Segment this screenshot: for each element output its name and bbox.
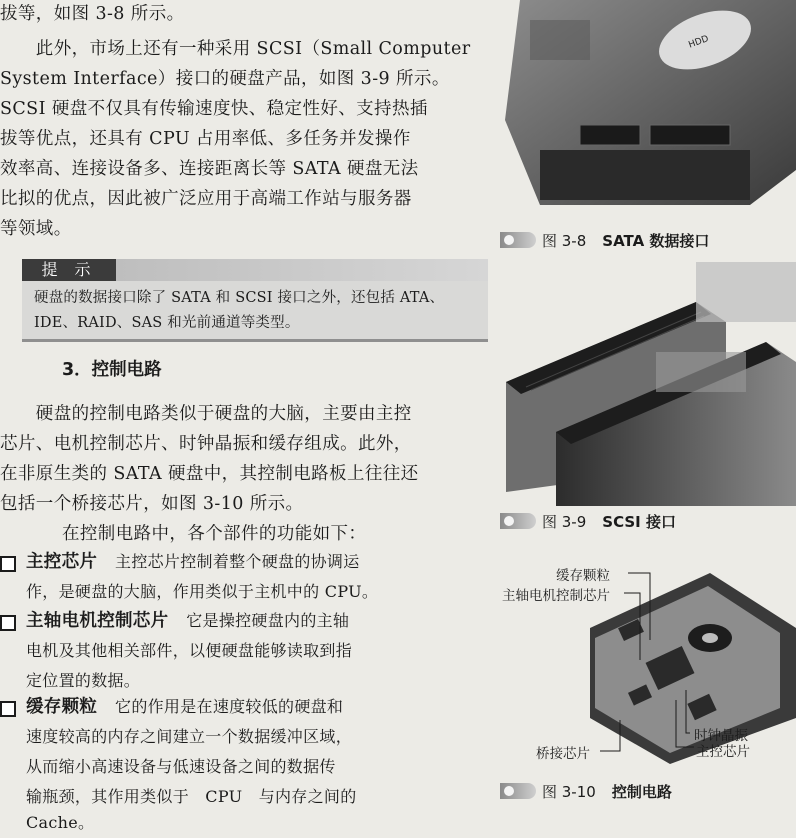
text-line: 效率高、连接设备多、连接距离长等 SATA 硬盘无法 <box>0 159 419 179</box>
item-desc: 定位置的数据。 <box>26 671 141 690</box>
figure-title: 控制电路 <box>611 782 672 801</box>
callout-cache: 缓存颗粒 <box>556 568 610 584</box>
svg-text:HDD: HDD <box>687 34 711 51</box>
text-line: 拔等，如图 3-8 所示。 <box>0 4 185 24</box>
item-desc: 主控芯片控制着整个硬盘的协调运 <box>115 552 360 571</box>
tip-label: 提 示 <box>22 259 116 281</box>
text-line: 硬盘的控制电路类似于硬盘的大脑，主要由主控 <box>0 404 412 424</box>
callout-bridge: 桥接芯片 <box>536 746 590 762</box>
figure-number: 图 3-9 <box>542 512 587 531</box>
callout-clock: 时钟晶振 <box>694 728 748 744</box>
item-desc: 它的作用是在速度较低的硬盘和 <box>115 697 344 716</box>
paragraph-intro: 在控制电路中，各个部件的功能如下： <box>62 524 367 544</box>
figure-title: SCSI 接口 <box>602 512 676 531</box>
text-line: 包括一个桥接芯片，如图 3-10 所示。 <box>0 494 304 514</box>
item-desc: 速度较高的内存之间建立一个数据缓冲区域， <box>26 727 353 746</box>
text-line: 在非原生类的 SATA 硬盘中，其控制电路板上往往还 <box>0 464 419 484</box>
item-desc: 从而缩小高速设备与低速设备之间的数据传 <box>26 757 336 776</box>
item-desc: 输瓶颈，其作用类似于 CPU 与内存之间的 <box>26 787 357 806</box>
figure-number: 图 3-10 <box>542 782 596 801</box>
text-line: 等领域。 <box>0 219 72 239</box>
item-term: 主轴电机控制芯片 <box>26 611 169 631</box>
text-line: System Interface）接口的硬盘产品，如图 3-9 所示。 <box>0 69 450 89</box>
item-desc: 它是操控硬盘内的主轴 <box>186 611 350 630</box>
text-line: 拔等优点，还具有 CPU 占用率低、多任务并发操作 <box>0 129 411 149</box>
tip-line: IDE、RAID、SAS 和光前通道等类型。 <box>34 315 300 331</box>
figure-title: SATA 数据接口 <box>602 231 710 250</box>
callout-main-chip: 主控芯片 <box>696 744 750 760</box>
text-line: 比拟的优点，因此被广泛应用于高端工作站与服务器 <box>0 189 412 209</box>
item-term: 缓存颗粒 <box>26 697 98 717</box>
tip-line: 硬盘的数据接口除了 SATA 和 SCSI 接口之外，还包括 ATA、 <box>34 290 445 306</box>
item-desc: 电机及其他相关部件，以便硬盘能够读取到指 <box>26 641 353 660</box>
item-desc: 作，是硬盘的大脑，作用类似于主机中的 CPU。 <box>26 582 379 601</box>
text-line: 芯片、电机控制芯片、时钟晶振和缓存组成。此外， <box>0 434 412 454</box>
text-line: SCSI 硬盘不仅具有传输速度快、稳定性好、支持热插 <box>0 99 428 119</box>
section-heading: 3．控制电路 <box>62 360 162 380</box>
item-term: 主控芯片 <box>26 552 98 572</box>
item-desc: Cache。 <box>26 813 95 832</box>
figure-number: 图 3-8 <box>542 231 587 250</box>
callout-spindle: 主轴电机控制芯片 <box>502 588 610 604</box>
caption-fig-3-10 <box>500 780 672 802</box>
text-line: 此外，市场上还有一种采用 SCSI（Small Computer <box>0 39 471 59</box>
caption-tag-icon <box>500 783 536 799</box>
